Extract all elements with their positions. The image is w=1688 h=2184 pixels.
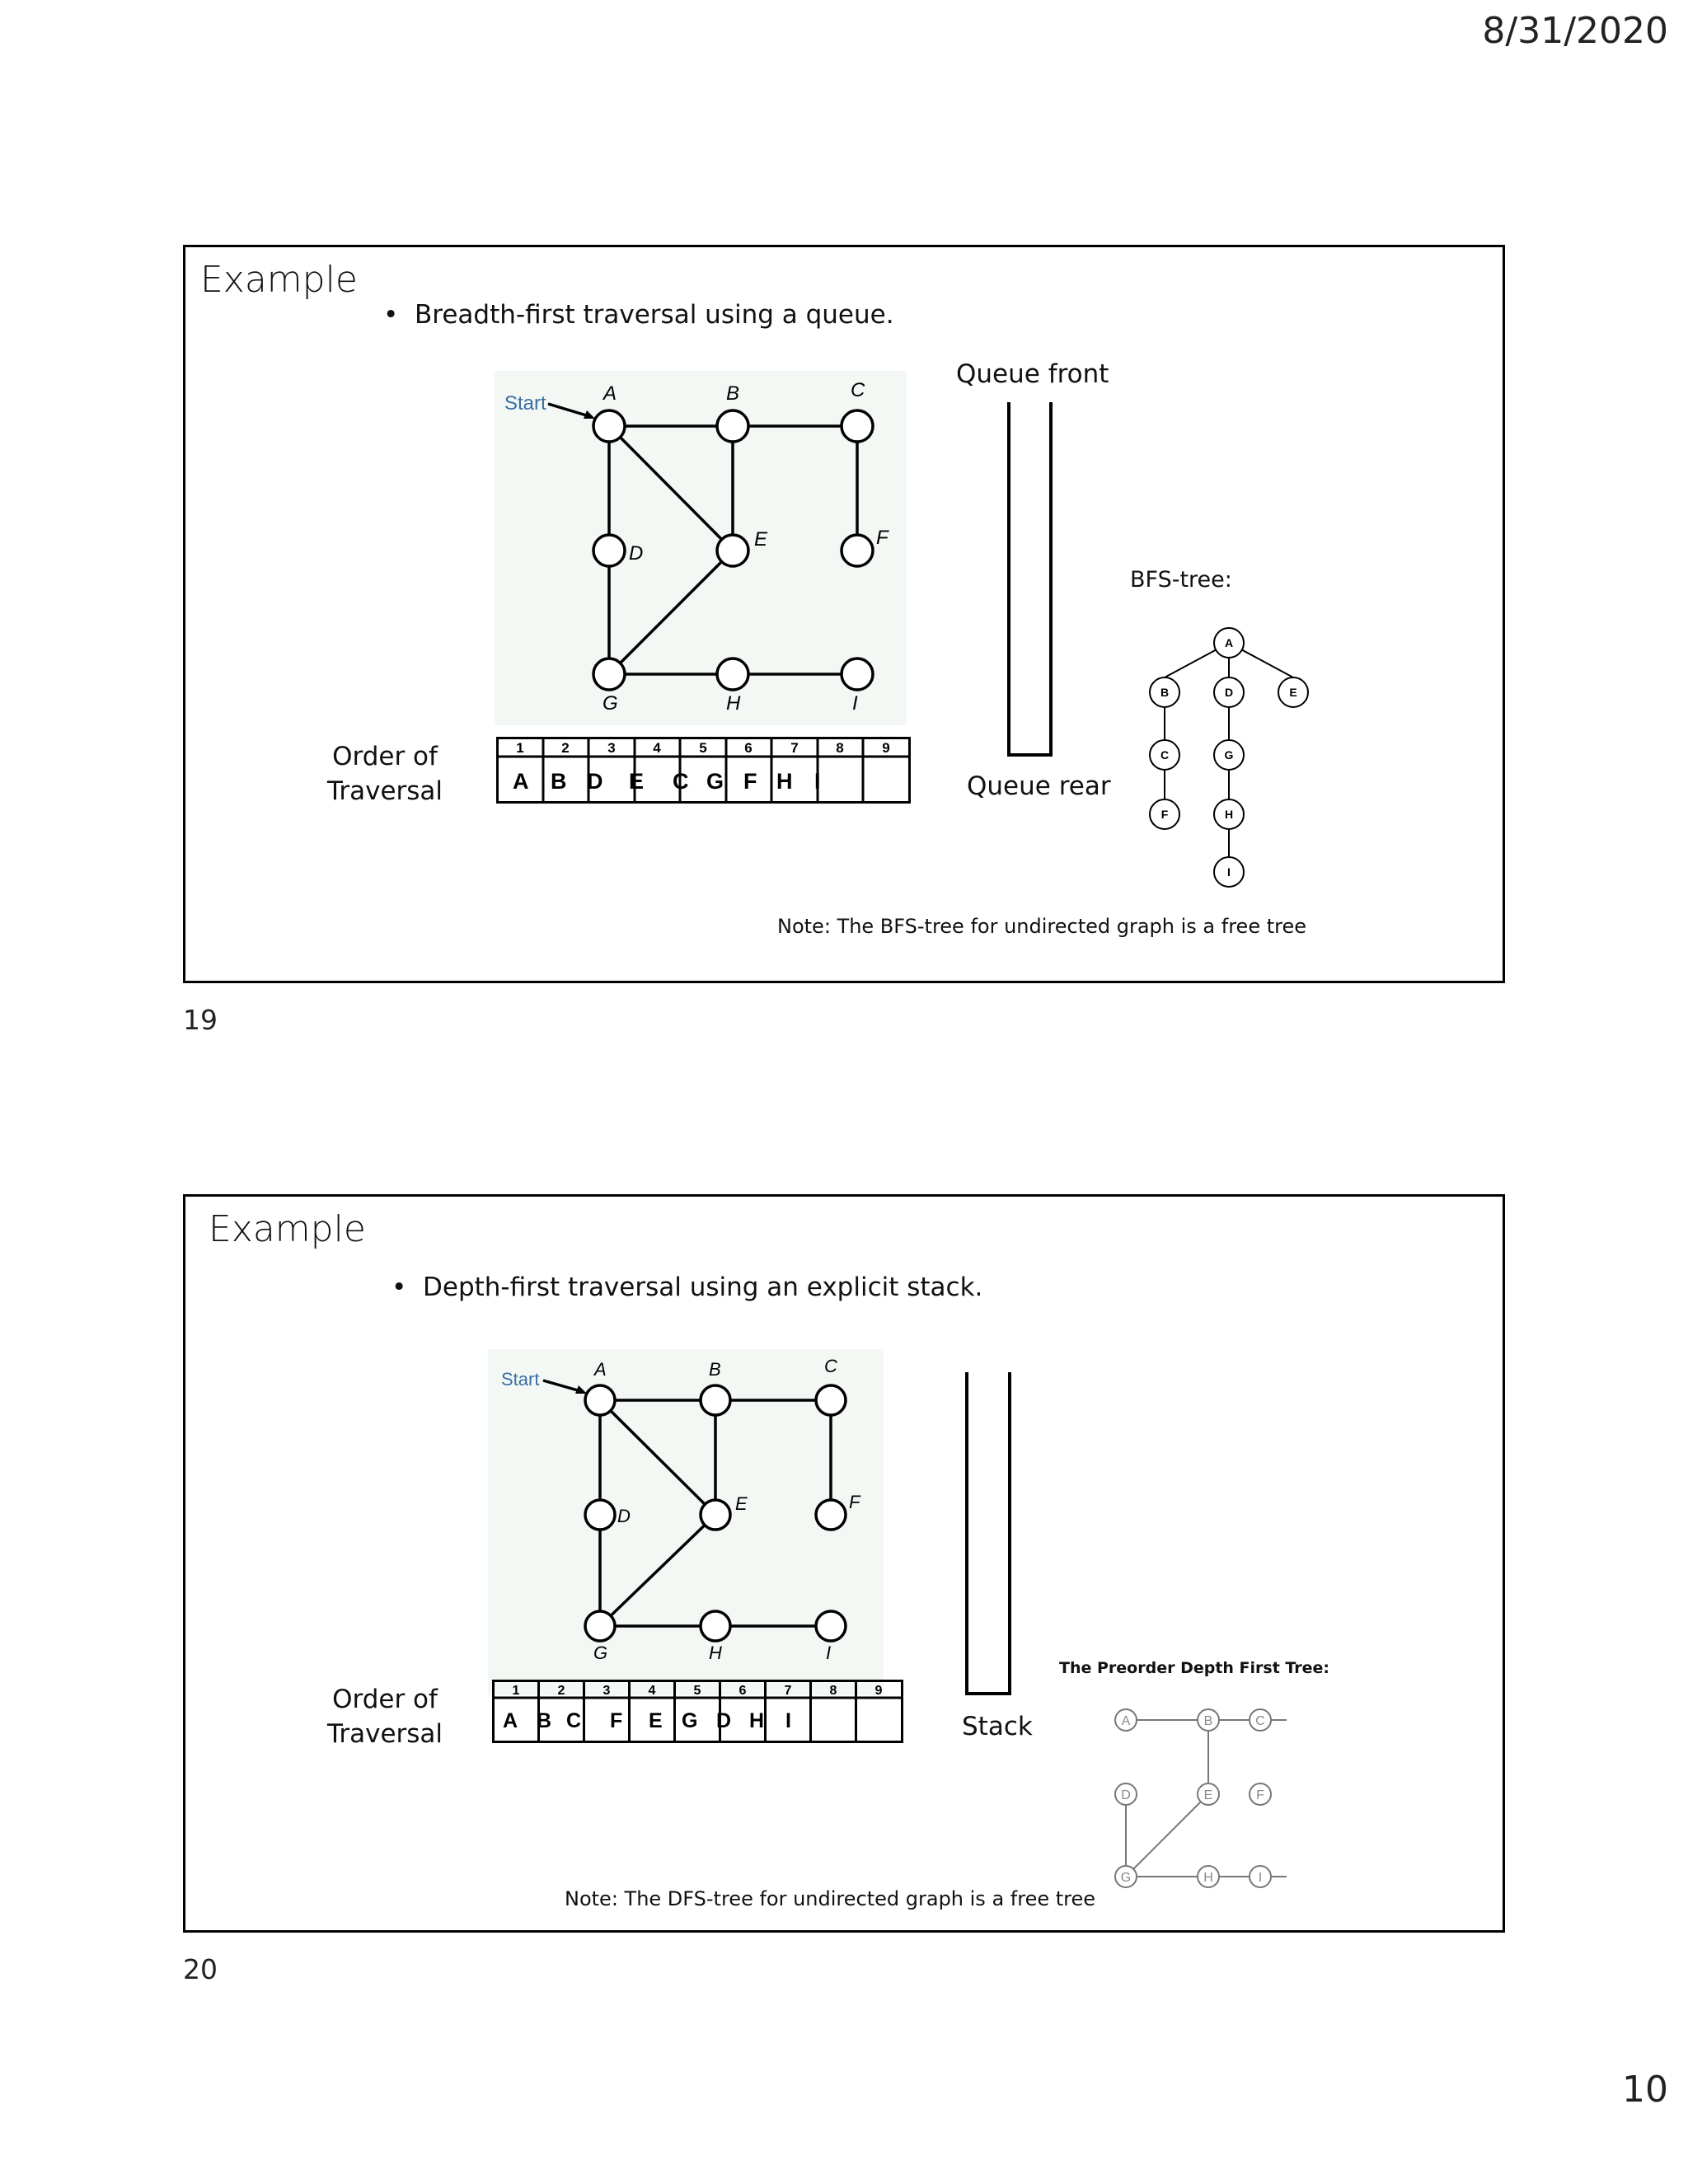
node-label-b: B: [726, 382, 740, 405]
order-index: 6: [744, 740, 753, 756]
start-label: Start: [504, 392, 546, 415]
node-a: [593, 410, 625, 442]
order-index: 8: [836, 740, 844, 756]
order-value: E: [629, 769, 645, 794]
graph-diagram: [495, 371, 907, 725]
node-label-f: F: [849, 1492, 860, 1512]
page-date: 8/31/2020: [1482, 10, 1668, 52]
order-index: 3: [607, 740, 616, 756]
tree-title: BFS-tree:: [1130, 567, 1232, 593]
node-i: [816, 1611, 846, 1641]
tree-node-label: F: [1256, 1788, 1264, 1802]
order-value: D: [716, 1709, 732, 1732]
order-value: D: [587, 769, 603, 794]
tree-node-label: B: [1203, 1714, 1213, 1728]
queue-container: [996, 402, 1064, 758]
start-label: Start: [501, 1369, 540, 1390]
order-index: 2: [561, 740, 570, 756]
order-index: 7: [784, 1684, 792, 1698]
bullet-label: Depth-first traversal using an explicit stack.: [423, 1272, 983, 1302]
order-index: 5: [693, 1684, 701, 1698]
order-value: I: [814, 769, 821, 794]
tree-node-label: I: [1258, 1871, 1263, 1885]
node-label-d: D: [629, 542, 644, 565]
order-index: 8: [829, 1684, 837, 1698]
stack-container: [959, 1372, 1027, 1702]
node-label-d: D: [617, 1506, 631, 1526]
order-value: C: [566, 1709, 582, 1732]
bullet-text: • Breadth-first traversal using a queue.: [383, 300, 894, 330]
queue-front-label: Queue front: [956, 359, 1109, 389]
slide-19: [183, 245, 1505, 983]
node-label-h: H: [709, 1643, 722, 1663]
order-table: [492, 1680, 904, 1744]
node-label-h: H: [726, 692, 741, 715]
tree-node-label: G: [1224, 748, 1234, 762]
tree-node-label: A: [1224, 636, 1234, 649]
note-text: Note: The BFS-tree for undirected graph is a free tree: [777, 915, 1306, 938]
order-label: Order of Traversal: [327, 742, 443, 806]
order-value: F: [610, 1709, 623, 1732]
node-a: [585, 1385, 615, 1415]
node-label-f: F: [876, 527, 889, 549]
order-index: 2: [557, 1684, 565, 1698]
node-label-c: C: [824, 1356, 837, 1376]
order-index: 9: [882, 740, 890, 756]
bullet-label: Breadth-first traversal using a queue.: [415, 300, 894, 330]
tree-node-label: D: [1224, 686, 1234, 699]
order-index: 6: [738, 1684, 747, 1698]
order-index: 1: [516, 740, 524, 756]
order-index: 7: [790, 740, 799, 756]
bullet-text: • Depth-first traversal using an explicit stack.: [392, 1272, 983, 1302]
graph-diagram: [488, 1349, 884, 1695]
node-g: [593, 658, 625, 690]
tree-node-label: C: [1255, 1714, 1265, 1728]
node-e: [701, 1500, 730, 1530]
order-value: F: [743, 769, 757, 794]
node-f: [842, 535, 873, 566]
order-value: B: [537, 1709, 552, 1732]
node-b: [701, 1385, 730, 1415]
dfs-tree: [1105, 1699, 1287, 1897]
order-index: 9: [874, 1684, 883, 1698]
node-label-g: G: [593, 1643, 608, 1663]
order-label: Order of Traversal: [327, 1685, 443, 1749]
order-value: A: [513, 769, 529, 794]
slide-number: 20: [183, 1953, 218, 1985]
order-index: 4: [648, 1684, 656, 1698]
slide-title: Example: [209, 1208, 366, 1250]
node-c: [842, 410, 873, 442]
tree-node-label: A: [1121, 1714, 1131, 1728]
node-e: [717, 535, 748, 566]
order-value: C: [673, 769, 689, 794]
slide-20: [183, 1194, 1505, 1933]
node-label-e: E: [735, 1493, 748, 1514]
tree-node-label: H: [1203, 1871, 1213, 1885]
node-label-i: I: [852, 692, 858, 715]
order-value: I: [785, 1709, 791, 1732]
tree-node-label: G: [1120, 1871, 1132, 1885]
order-value: G: [706, 769, 724, 794]
node-d: [593, 535, 625, 566]
order-value: E: [649, 1709, 663, 1732]
tree-node-label: E: [1203, 1788, 1213, 1802]
tree-node-label: I: [1227, 865, 1231, 879]
stack-label: Stack: [962, 1712, 1033, 1741]
slide-number: 19: [183, 1004, 218, 1036]
node-label-a: A: [594, 1359, 607, 1380]
node-c: [816, 1385, 846, 1415]
order-value: G: [682, 1709, 698, 1732]
page-number: 10: [1622, 2069, 1668, 2111]
order-index: 3: [603, 1684, 611, 1698]
order-value: A: [503, 1709, 518, 1732]
order-table: [496, 737, 912, 804]
note-text: Note: The DFS-tree for undirected graph is a free tree: [565, 1887, 1096, 1910]
tree-node-label: B: [1160, 686, 1170, 699]
tree-node-label: C: [1160, 748, 1170, 762]
node-label-a: A: [603, 382, 617, 405]
node-label-e: E: [754, 528, 768, 551]
order-index: 1: [512, 1684, 520, 1698]
node-b: [717, 410, 748, 442]
order-value: H: [749, 1709, 765, 1732]
order-index: 4: [653, 740, 661, 756]
order-value: H: [776, 769, 793, 794]
node-label-b: B: [709, 1359, 721, 1380]
node-h: [717, 658, 748, 690]
tree-node-label: F: [1160, 808, 1169, 821]
node-i: [842, 658, 873, 690]
queue-rear-label: Queue rear: [967, 771, 1111, 801]
tree-node-label: D: [1121, 1788, 1131, 1802]
node-d: [585, 1500, 615, 1530]
node-g: [585, 1611, 615, 1641]
node-label-c: C: [851, 379, 865, 401]
bfs-tree: [1130, 618, 1328, 898]
tree-node-label: H: [1224, 808, 1234, 821]
order-value: B: [551, 769, 567, 794]
node-h: [701, 1611, 730, 1641]
tree-title: The Preorder Depth First Tree:: [1059, 1659, 1330, 1677]
slide-title: Example: [200, 259, 358, 301]
node-label-i: I: [826, 1643, 832, 1663]
order-index: 5: [699, 740, 707, 756]
tree-node-label: E: [1289, 686, 1297, 699]
node-label-g: G: [603, 692, 618, 715]
node-f: [816, 1500, 846, 1530]
